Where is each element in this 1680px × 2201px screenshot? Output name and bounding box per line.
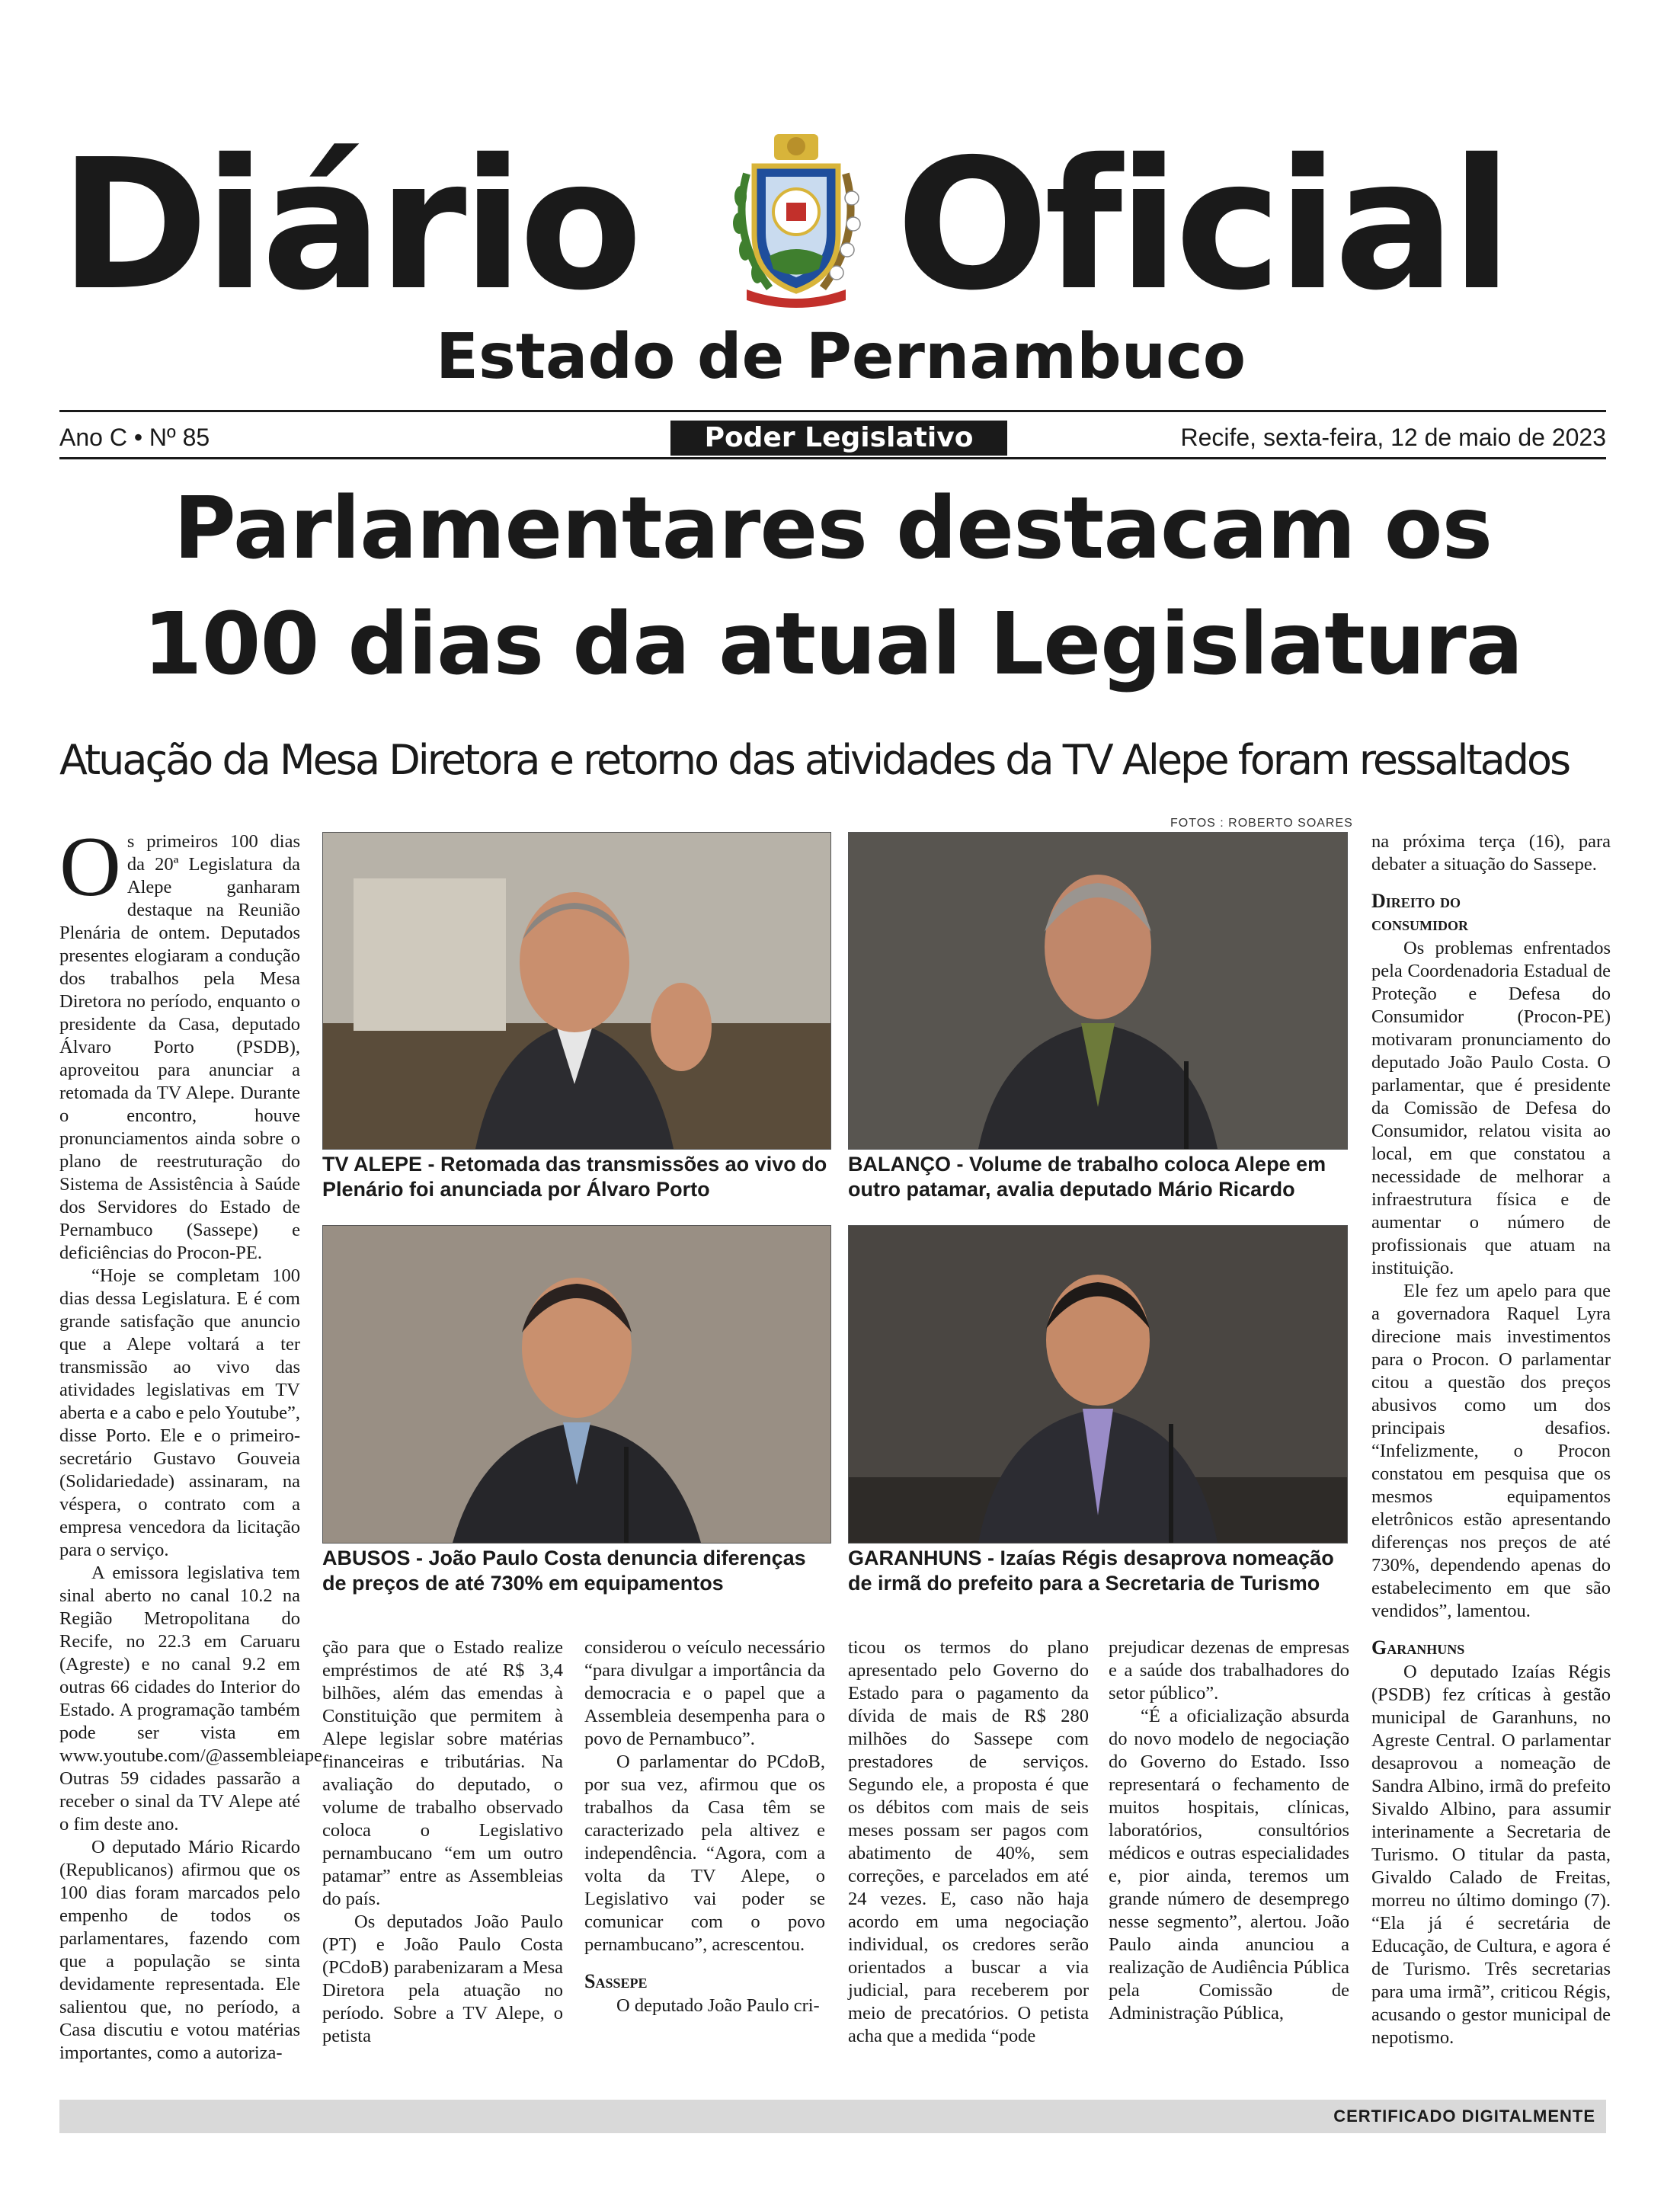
article-column-2 <box>322 1636 563 2048</box>
article-column-1 <box>59 820 327 2065</box>
article-column-3 <box>584 1636 825 2017</box>
paragraph: prejudicar dezenas de empresas e a saúde dos trabalhadores do setor público”. <box>1109 1637 1349 1704</box>
paragraph: Ele fez um apelo para que a governadora Raquel Lyra direcione mais investimentos para o Procon. O parlamentar citou a questão dos preços abusivos como um dos principais desafios. “Infelizmente, o Procon constatou em pesquisa que os mesmos equipamentos eletrônicos estão apresentando diferenças nos preços de até 730%, dependendo apenas do estabelecimento em que são vendidos”, lamentou. <box>1371 1281 1611 1621</box>
article-column-5 <box>1109 1636 1349 2025</box>
section-tag: Poder Legislativo <box>670 421 1007 456</box>
paragraph: A emissora legislativa tem sinal aberto no canal 10.2 na Região Metropolitana do Recife, no 22.3 em Caruaru (Agreste) e no canal 9.2 em outras 66 cidades do Interior do Estado. A programação também pode ser vista em www.youtube.com/@assembleiape. Outras 59 cidades passarão a receber o sinal da TV Alepe até o fim deste ano. <box>59 1563 327 1835</box>
certified-digitally-label: CERTIFICADO DIGITALMENTE <box>1333 2107 1595 2126</box>
paragraph: ção para que o Estado realize empréstimos de até R$ 3,4 bilhões, além das emendas à Constituição que permitem à Alepe legislar sobre matérias financeiras e tributárias. Na avaliação do deputado, o volume de trabalho observado coloca o Legislativo pernambucano “em um outro patamar” entre as Assembleias do país. <box>322 1637 563 1909</box>
photo-joao-paulo-costa <box>322 1225 831 1544</box>
paragraph: considerou o veículo necessário “para divulgar a importância da democracia e o papel que a Assembleia desempenha para o povo de Pernambuco”. <box>584 1637 825 1749</box>
article-column-4 <box>848 1636 1089 2048</box>
paragraph: O deputado Mário Ricardo (Republicanos) afirmou que os 100 dias foram marcados pelo empenho de todos os parlamentares, fazendo com que a população se sinta devidamente representada. Ele salientou que, no período, a Casa discutiu e votou matérias importantes, como a autoriza- <box>59 1837 300 2063</box>
photo-izaias-regis <box>848 1225 1348 1544</box>
subheading-line: consumidor <box>1371 913 1469 935</box>
masthead-rule-top <box>59 410 1606 412</box>
subheading-sassepe: Sassepe <box>584 1970 648 1992</box>
paragraph: na próxima terça (16), para debater a situação do Sassepe. <box>1371 831 1611 875</box>
masthead-rule-bottom <box>59 457 1606 459</box>
paragraph: O deputado João Paulo cri- <box>616 1995 820 2016</box>
masthead-subtitle: Estado de Pernambuco <box>436 321 1246 393</box>
edition-number: Ano C • Nº 85 <box>59 424 210 451</box>
photo-caption: BALANÇO - Volume de trabalho coloca Alepe em outro patamar, avalia deputado Mário Ricardo <box>848 1153 1326 1201</box>
paragraph: Os problemas enfrentados pela Coordenadoria Estadual de Proteção e Defesa do Consumidor (Procon-PE) motivaram pronunciamento do deputado João Paulo Costa. O parlamentar, que é presidente da Comissão de Defesa do Consumidor, relatou visita ao local, em que constatou a necessidade de melhorar a infraestrutura física e de aumentar o número de profissionais que atuam na instituição. <box>1371 938 1611 1278</box>
photo-caption: GARANHUNS - Izaías Régis desaprova nomeação de irmã do prefeito para a Secretaria de Turismo <box>848 1547 1334 1595</box>
drop-cap: O <box>59 820 121 914</box>
headline-line-2: 100 dias da atual Legislatura <box>142 595 1523 694</box>
paragraph: “É a oficialização absurda do novo modelo de negociação do Governo do Estado. Isso representará o fechamento de muitos hospitais, clínicas, laboratórios, consultórios médicos e outras especialidades e, pior ainda, teremos um grande número de desemprego nesse segmento”, alertou. João Paulo ainda anunciou a realização de Audiência Pública pela Comissão de Administração Pública, <box>1109 1706 1349 2023</box>
footer-certified-bar <box>59 2100 1606 2133</box>
photo-credit: FOTOS : ROBERTO SOARES <box>1170 817 1353 830</box>
subheading-line: Direito do <box>1371 890 1461 912</box>
headline-deck: Atuação da Mesa Diretora e retorno das atividades da TV Alepe foram ressaltados <box>59 736 1570 784</box>
subheading-garanhuns: Garanhuns <box>1371 1636 1465 1659</box>
paragraph: O parlamentar do PCdoB, por sua vez, afirmou que os trabalhos da Casa têm se caracterizado pela altivez e independência. “Agora, com a volta da TV Alepe, o Legislativo vai poder se comunicar com o povo pernambucano”, acrescentou. <box>584 1752 825 1955</box>
photo-mario-ricardo <box>848 832 1348 1150</box>
photo-alvaro-porto <box>322 832 831 1150</box>
photo-caption: TV ALEPE - Retomada das transmissões ao vivo do Plenário foi anunciada por Álvaro Porto <box>322 1153 827 1201</box>
headline-line-1: Parlamentares destacam os <box>173 479 1493 578</box>
paragraph: s primeiros 100 dias da 20ª Legislatura da Alepe ganharam destaque na Reunião Plenária de ontem. Deputados presentes elogiaram a condução dos trabalhos pela Mesa Diretora no período, enquanto o presidente da Casa, deputado Álvaro Porto (PSDB), aproveitou para anunciar a retomada da TV Alepe. Durante o encontro, houve pronunciamentos ainda sobre o plano de reestruturação do Sistema de Assistência à Saúde dos Servidores do Estado de Pernambuco (Sassepe) e deficiências do Procon-PE. <box>59 831 300 1263</box>
issue-date: Recife, sexta-feira, 12 de maio de 2023 <box>1180 424 1606 451</box>
paragraph: Os deputados João Paulo (PT) e João Paulo Costa (PCdoB) parabenizaram a Mesa Diretora pela atuação no período. Sobre a TV Alepe, o petista <box>322 1911 563 2046</box>
paragraph: ticou os termos do plano apresentado pelo Governo do Estado para o pagamento da dívida de mais de R$ 280 milhões do Sassepe com prestadores de serviços. Segundo ele, a proposta é que os débitos com mais de seis meses possam ser pagos com abatimento de 40%, sem correções, e parcelados em até 24 vezes. E, caso não haja acordo em uma negociação individual, os credores serão orientados a buscar a via judicial, para receberem por meio de precatórios. O petista acha que a medida “pode <box>848 1637 1089 2046</box>
masthead-title-left: Diário <box>59 120 638 330</box>
article-column-6 <box>1371 830 1611 2049</box>
photo-caption: ABUSOS - João Paulo Costa denuncia diferenças de preços de até 730% em equipamentos <box>322 1547 806 1595</box>
masthead-title-right: Oficial <box>896 120 1509 330</box>
paragraph: “Hoje se completam 100 dias dessa Legislatura. E é com grande satisfação que anuncio que a Alepe voltará a ter transmissão ao vivo das atividades legislativas em TV aberta e a cabo e pelo Youtube”, disse Porto. Ele e o primeiro-secretário Gustavo Gouveia (Solidariedade) assinaram, na véspera, o contrato com a empresa vencedora da licitação para o serviço. <box>59 1265 300 1560</box>
pernambuco-coat-of-arms-icon <box>724 128 869 309</box>
headline <box>59 471 1606 702</box>
subheading-direito-do-consumidor <box>1371 890 1611 936</box>
paragraph: O deputado Izaías Régis (PSDB) fez críticas à gestão municipal de Garanhuns, no Agreste Central. O parlamentar desaprovou a nomeação de Sandra Albino, irmã do prefeito Sivaldo Albino, para assumir interinamente a Secretaria de Turismo. O titular da pasta, Givaldo Calado de Freitas, morreu no último domingo (7). “Ela já é secretária de Educação, de Cultura, e agora é de Turismo. Três secretarias para uma irmã”, criticou Régis, acusando o gestor municipal de nepotismo. <box>1371 1662 1611 2048</box>
